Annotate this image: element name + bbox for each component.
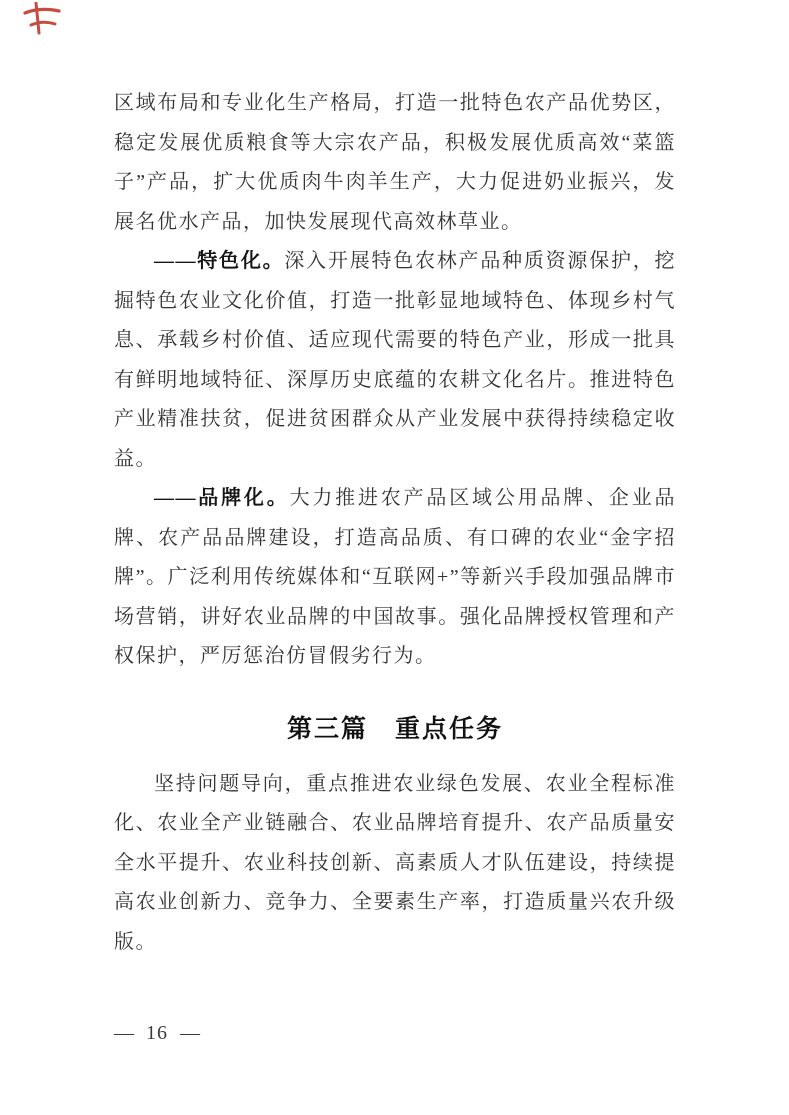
page-number-left-dash: —: [114, 1022, 134, 1044]
section-heading: 第三篇 重点任务: [286, 714, 503, 743]
paragraph-3-text: 大力推进农产品区域公用品牌、企业品牌、农产品品牌建设，打造高品质、有口碑的农业“金字招牌”。广泛利用传统媒体和“互联网+”等新兴手段加强品牌市场营销，讲好农业品牌的中国故事。强化品牌授权管理和产权保护，严厉惩治仿冒假劣行为。: [114, 487, 677, 667]
page-number-value: 16: [146, 1022, 168, 1044]
paragraph-3-run-in-label: ——品牌化。: [154, 487, 290, 509]
body-paragraph-3: [114, 479, 676, 677]
body-paragraph-2: [114, 242, 676, 479]
red-ink-mark-icon: [20, 2, 64, 40]
paragraph-2-text: 深入开展特色农林产品种质资源保护，挖掘特色农业文化价值，打造一批彰显地域特色、体现乡村气息、承载乡村价值、适应现代需要的特色产业，形成一批具有鲜明地域特征、深厚历史底蕴的农耕文化名片。推进特色产业精准扶贫，促进贫困群众从产业发展中获得持续稳定收益。: [114, 250, 677, 470]
body-paragraph-1: 区域布局和专业化生产格局，打造一批特色农产品优势区，稳定发展优质粮食等大宗农产品，积极发展优质高效“菜篮子”产品，扩大优质肉牛肉羊生产，大力促进奶业振兴，发展名优水产品，加快发展现代高效林草业。: [114, 92, 676, 233]
paragraph-2-run-in-label: ——特色化。: [154, 250, 285, 272]
page-number-right-dash: —: [180, 1022, 200, 1044]
body-paragraph-4: 坚持问题导向，重点推进农业绿色发展、农业全程标准化、农业全产业链融合、农业品牌培育提升、农产品质量安全水平提升、农业科技创新、高素质人才队伍建设，持续提高农业创新力、竞争力、全要素生产率，打造质量兴农升级版。: [114, 772, 676, 953]
page-content: [114, 84, 676, 962]
page-number: [114, 1022, 200, 1045]
